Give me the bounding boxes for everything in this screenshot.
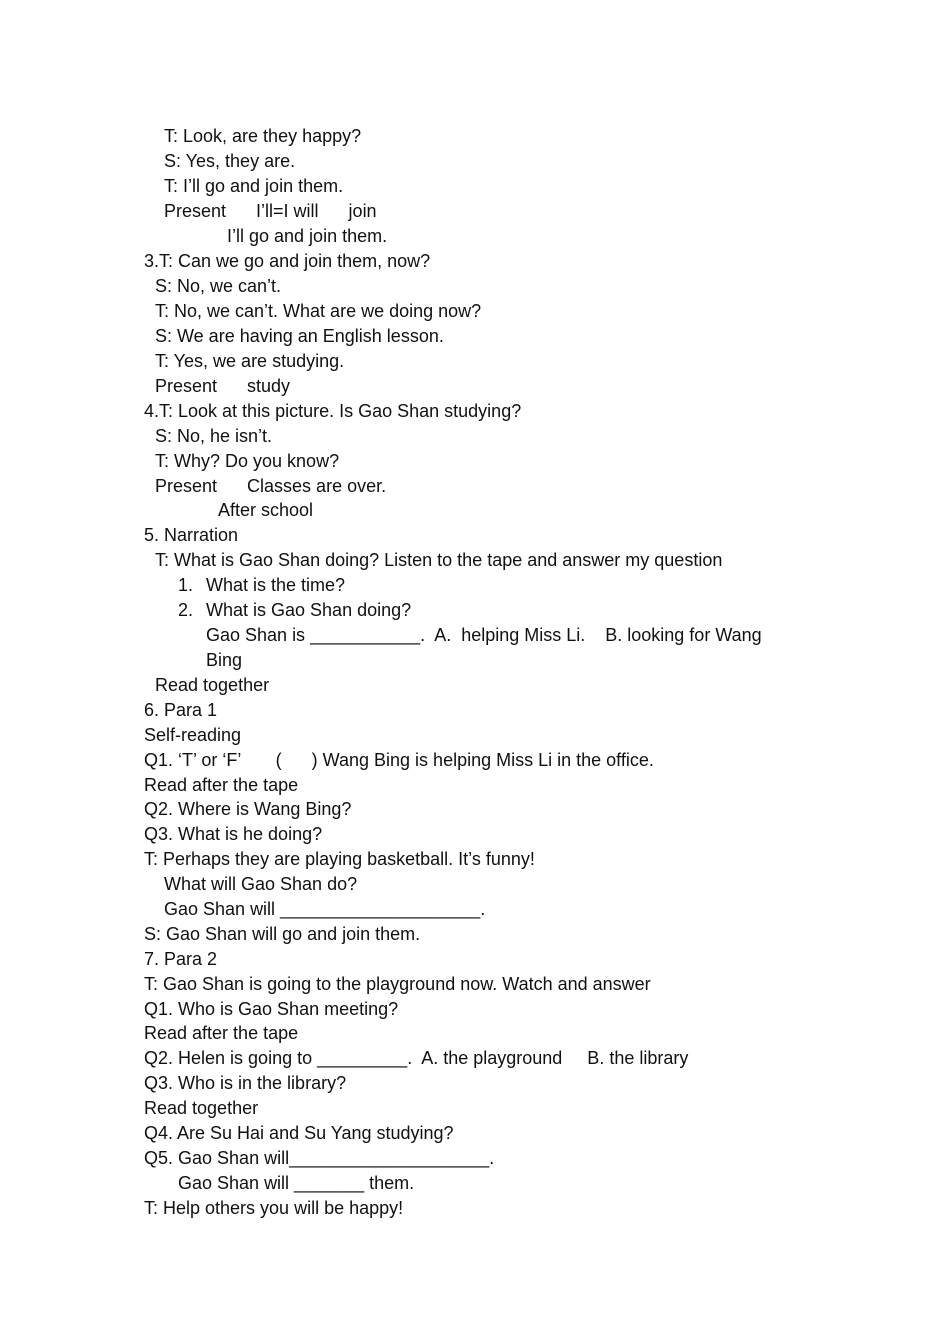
list-item-text: What is Gao Shan doing?	[206, 600, 412, 620]
text-line: Q2. Where is Wang Bing?	[144, 799, 352, 819]
text-line: I’ll go and join them.	[227, 226, 388, 246]
text-line: T: What is Gao Shan doing? Listen to the tape and answer my question	[155, 550, 723, 570]
text-line: Bing	[206, 650, 243, 670]
text-line: Q2. Helen is going to _________. A. the playground B. the library	[144, 1048, 689, 1068]
text-line: Present Classes are over.	[155, 476, 387, 496]
text-line: After school	[218, 500, 314, 520]
text-line: Present study	[155, 376, 291, 396]
text-line: T: I’ll go and join them.	[164, 176, 344, 196]
text-line: T: No, we can’t. What are we doing now?	[155, 301, 482, 321]
text-line: T: Why? Do you know?	[155, 451, 340, 471]
text-line: Q5. Gao Shan will____________________.	[144, 1148, 495, 1168]
text-line: Present I’ll=I will join	[164, 201, 377, 221]
text-line: T: Gao Shan is going to the playground now. Watch and answer	[144, 974, 651, 994]
text-line: S: No, we can’t.	[155, 276, 282, 296]
text-line: Read after the tape	[144, 775, 299, 795]
text-line: Gao Shan is ___________. A. helping Miss Li. B. looking for Wang	[206, 625, 762, 645]
text-line: Q1. ‘T’ or ‘F’ ( ) Wang Bing is helping Miss Li in the office.	[144, 750, 654, 770]
section-heading: 7. Para 2	[144, 949, 218, 969]
text-line: Self-reading	[144, 725, 242, 745]
list-item	[178, 598, 411, 623]
text-line: T: Yes, we are studying.	[155, 351, 345, 371]
list-item	[178, 573, 345, 598]
section-heading: 6. Para 1	[144, 700, 218, 720]
text-line: What will Gao Shan do?	[164, 874, 358, 894]
text-line: T: Perhaps they are playing basketball. It’s funny!	[144, 849, 535, 869]
list-marker: 1.	[178, 575, 194, 595]
section-heading: 3.T: Can we go and join them, now?	[144, 251, 431, 271]
text-line: Gao Shan will ____________________.	[164, 899, 486, 919]
text-line: T: Help others you will be happy!	[144, 1198, 404, 1218]
text-line: Q3. Who is in the library?	[144, 1073, 347, 1093]
text-line: Read together	[144, 1098, 259, 1118]
text-line: T: Look, are they happy?	[164, 126, 362, 146]
section-heading: 5. Narration	[144, 525, 239, 545]
list-marker: 2.	[178, 600, 194, 620]
text-line: Gao Shan will _______ them.	[178, 1173, 415, 1193]
text-line: Q4. Are Su Hai and Su Yang studying?	[144, 1123, 454, 1143]
text-line: S: No, he isn’t.	[155, 426, 273, 446]
text-line: Q1. Who is Gao Shan meeting?	[144, 999, 399, 1019]
section-heading: 4.T: Look at this picture. Is Gao Shan studying?	[144, 401, 522, 421]
text-line: S: We are having an English lesson.	[155, 326, 444, 346]
text-line: Read together	[155, 675, 270, 695]
text-line: Q3. What is he doing?	[144, 824, 323, 844]
text-line: S: Gao Shan will go and join them.	[144, 924, 421, 944]
list-item-text: What is the time?	[206, 575, 346, 595]
text-line: S: Yes, they are.	[164, 151, 296, 171]
text-line: Read after the tape	[144, 1023, 299, 1043]
